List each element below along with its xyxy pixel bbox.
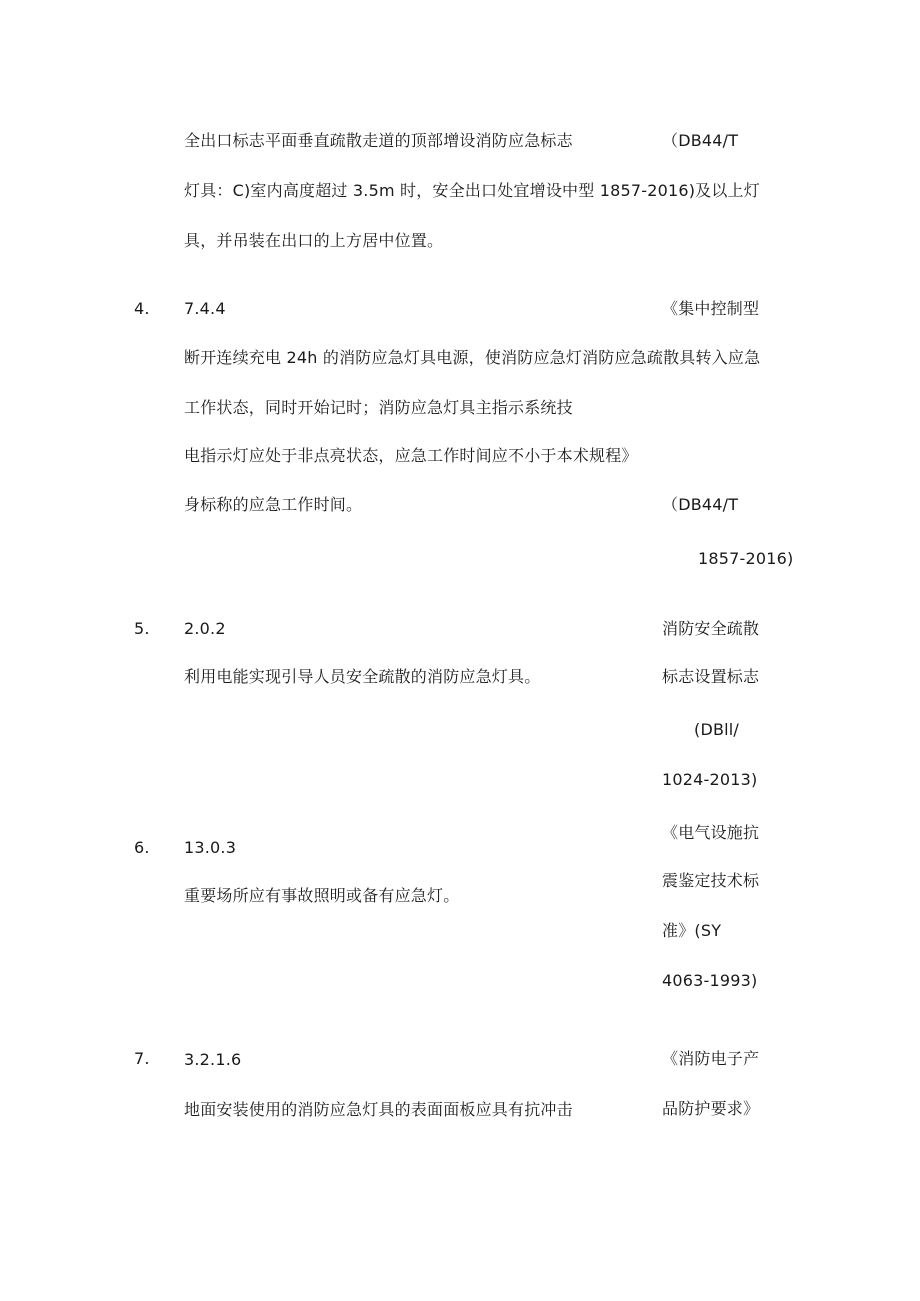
- item-reference-line: 消防安全疏散: [662, 619, 760, 638]
- item-number: 5.: [134, 619, 150, 638]
- item-reference-line: 品防护要求》: [662, 1099, 760, 1118]
- item-reference-line: 1857-2016): [698, 549, 794, 568]
- item-body-line: 电指示灯应处于非点亮状态，应急工作时间应不小于本术规程》: [184, 446, 638, 465]
- item-body-line: 工作状态，同时开始记时；消防应急灯具主指示系统技: [184, 398, 573, 417]
- item-reference-line: (DBll/: [694, 720, 740, 739]
- item-clause: 13.0.3: [184, 838, 237, 857]
- item-clause: 2.0.2: [184, 619, 226, 638]
- intro-reference: （DB44/T: [662, 131, 739, 150]
- intro-line-1: 全出口标志平面垂直疏散走道的顶部增设消防应急标志: [184, 131, 573, 150]
- item-reference-line: （DB44/T: [662, 495, 739, 514]
- item-reference-line: 《集中控制型: [662, 299, 760, 318]
- item-reference-line: 《电气设施抗: [662, 823, 760, 842]
- item-body-line: 重要场所应有事故照明或备有应急灯。: [184, 886, 460, 905]
- item-reference-line: 1024-2013): [662, 770, 758, 789]
- item-clause: 3.2.1.6: [184, 1050, 242, 1069]
- intro-line-2: 灯具：C)室内高度超过 3.5m 时，安全出口处宜增设中型 1857-2016)及以上灯: [184, 181, 760, 200]
- item-number: 6.: [134, 838, 150, 857]
- item-number: 4.: [134, 299, 150, 318]
- item-reference-line: 4063-1993): [662, 971, 758, 990]
- intro-line-3: 具，并吊装在出口的上方居中位置。: [184, 231, 444, 250]
- item-body-line: 身标称的应急工作时间。: [184, 495, 363, 514]
- item-reference-line: 标志设置标志: [662, 667, 760, 686]
- item-reference-line: 震鉴定技术标: [662, 871, 760, 890]
- item-body-line: 地面安装使用的消防应急灯具的表面面板应具有抗冲击: [184, 1100, 573, 1119]
- item-clause: 7.4.4: [184, 299, 226, 318]
- item-reference-line: 准》(SY: [662, 921, 722, 940]
- item-reference-line: 《消防电子产: [662, 1049, 760, 1068]
- item-body-line: 利用电能实现引导人员安全疏散的消防应急灯具。: [184, 667, 541, 686]
- item-number: 7.: [134, 1049, 150, 1068]
- item-body-line: 断开连续充电 24h 的消防应急灯具电源，使消防应急灯消防应急疏散具转入应急: [184, 348, 761, 367]
